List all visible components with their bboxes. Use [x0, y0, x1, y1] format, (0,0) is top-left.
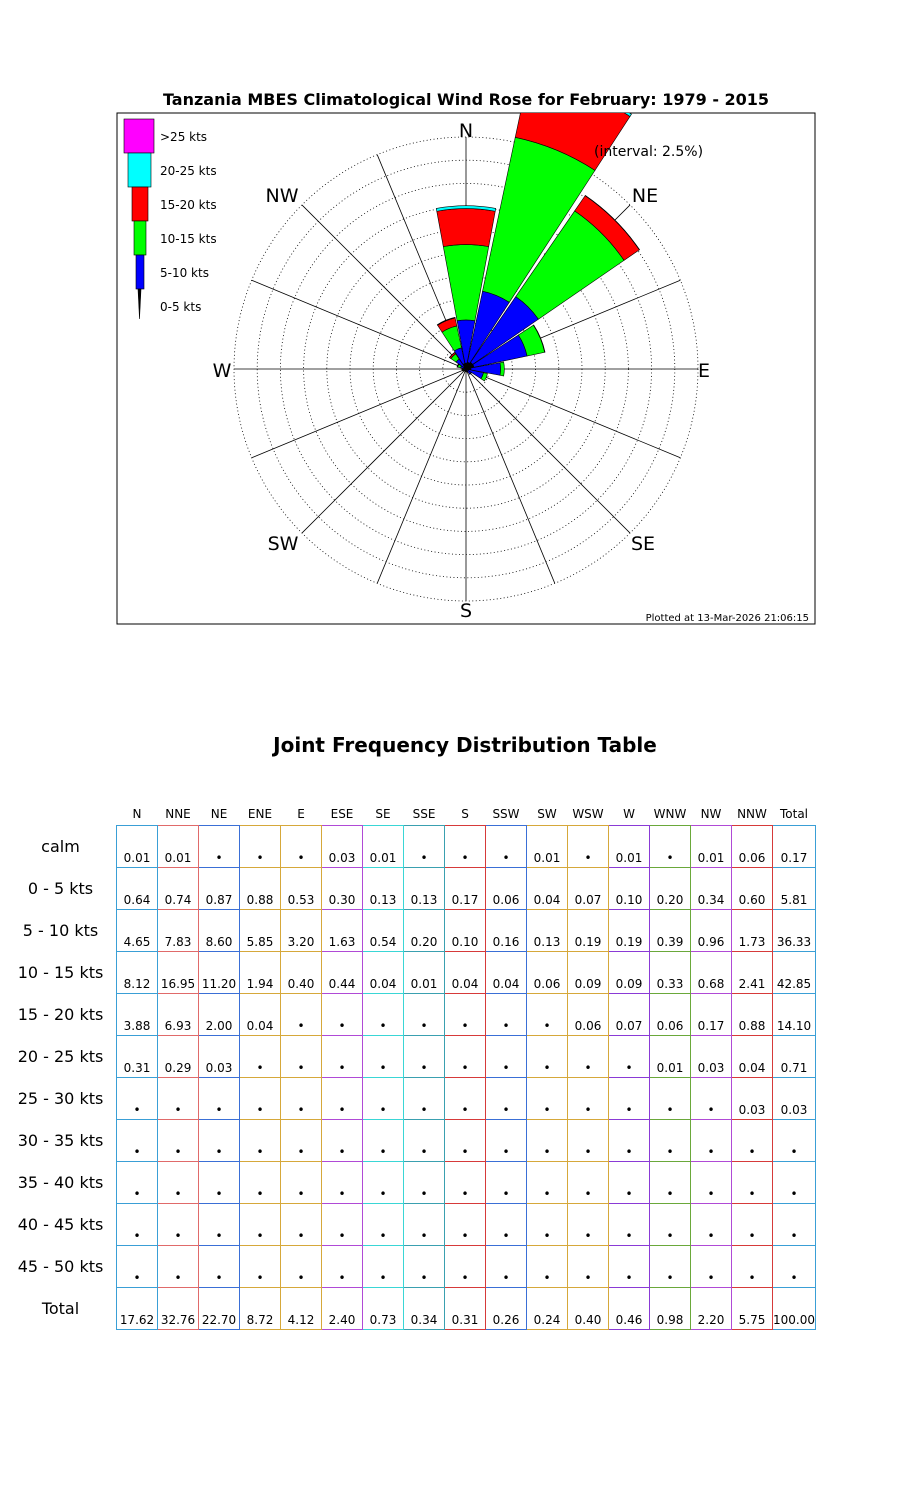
table-cell: •: [281, 1162, 322, 1204]
table-cell: •: [691, 1078, 732, 1120]
table-cell: •: [199, 1246, 240, 1288]
table-cell: •: [445, 994, 486, 1036]
table-cell: •: [281, 1246, 322, 1288]
table-cell: •: [486, 1162, 527, 1204]
column-header-wnw: WNW: [653, 807, 687, 821]
table-cell: •: [650, 1078, 691, 1120]
table-cell: 0.17: [691, 994, 732, 1036]
table-cell: •: [322, 1204, 363, 1246]
petal-sw-10-15-kts: [464, 370, 465, 371]
table-cell: •: [199, 826, 240, 868]
table-cell: 0.01: [527, 826, 568, 868]
row-label: 40 - 45 kts: [17, 1215, 104, 1234]
table-cell: 1.73: [732, 910, 773, 952]
table-cell: 4.12: [281, 1288, 322, 1330]
table-header-row: [5, 803, 816, 826]
column-header-wsw: WSW: [572, 807, 604, 821]
table-cell: 5.75: [732, 1288, 773, 1330]
table-cell: 2.00: [199, 994, 240, 1036]
table-cell: •: [199, 1204, 240, 1246]
column-header-se: SE: [375, 807, 391, 821]
table-cell: •: [486, 994, 527, 1036]
wind-petals: [436, 72, 639, 381]
table-cell: •: [773, 1204, 816, 1246]
table-cell: 0.74: [158, 868, 199, 910]
table-cell: 0.40: [568, 1288, 609, 1330]
table-cell: 0.17: [773, 826, 816, 868]
row-label: 20 - 25 kts: [17, 1047, 104, 1066]
table-cell: •: [527, 1120, 568, 1162]
table-cell: 4.65: [117, 910, 158, 952]
table-cell: 0.26: [486, 1288, 527, 1330]
table-cell: 0.03: [199, 1036, 240, 1078]
table-cell: •: [732, 1120, 773, 1162]
table-cell: •: [486, 1246, 527, 1288]
chart-title: Tanzania MBES Climatological Wind Rose for February: 1979 - 2015: [162, 90, 770, 109]
table-cell: •: [568, 1204, 609, 1246]
column-header-e: E: [297, 807, 305, 821]
table-cell: 0.71: [773, 1036, 816, 1078]
table-cell: •: [527, 1036, 568, 1078]
table-cell: 2.40: [322, 1288, 363, 1330]
table-cell: •: [609, 1120, 650, 1162]
column-header-nw: NW: [700, 807, 722, 821]
table-cell: 0.30: [322, 868, 363, 910]
grid-spoke: [252, 369, 466, 458]
grid-spoke: [466, 369, 680, 458]
table-cell: 0.01: [363, 826, 404, 868]
table-cell: •: [158, 1246, 199, 1288]
table-cell: •: [158, 1204, 199, 1246]
table-cell: 8.72: [240, 1288, 281, 1330]
table-cell: 0.73: [363, 1288, 404, 1330]
table-cell: •: [363, 994, 404, 1036]
table-cell: 0.68: [691, 952, 732, 994]
table-cell: •: [240, 1078, 281, 1120]
table-cell: •: [527, 1204, 568, 1246]
table-cell: 0.16: [486, 910, 527, 952]
table-cell: 22.70: [199, 1288, 240, 1330]
table-cell: 5.81: [773, 868, 816, 910]
grid-spoke: [466, 369, 630, 533]
table-cell: •: [609, 1204, 650, 1246]
table-cell: •: [117, 1162, 158, 1204]
table-cell: •: [117, 1204, 158, 1246]
table-cell: 0.53: [281, 868, 322, 910]
table-cell: •: [445, 1120, 486, 1162]
table-cell: •: [445, 1036, 486, 1078]
table-cell: •: [650, 1204, 691, 1246]
table-cell: 0.04: [486, 952, 527, 994]
table-cell: •: [199, 1162, 240, 1204]
table-row: [5, 1120, 816, 1162]
plotted-at-label: Plotted at 13-Mar-2026 21:06:15: [645, 613, 809, 624]
table-cell: 0.13: [404, 868, 445, 910]
table-cell: •: [404, 994, 445, 1036]
legend-swatch: [136, 255, 144, 289]
table-cell: 36.33: [773, 910, 816, 952]
table-cell: •: [322, 1120, 363, 1162]
table-cell: •: [650, 826, 691, 868]
table-cell: •: [568, 826, 609, 868]
table-cell: 11.20: [199, 952, 240, 994]
column-header-total: Total: [779, 807, 809, 821]
table-cell: •: [404, 1246, 445, 1288]
table-cell: 0.03: [322, 826, 363, 868]
table-cell: 0.09: [609, 952, 650, 994]
table-cell: 0.34: [404, 1288, 445, 1330]
compass-label-ne: NE: [631, 185, 659, 207]
legend-swatch: [134, 221, 146, 255]
table-cell: •: [404, 1204, 445, 1246]
table-cell: 0.31: [117, 1036, 158, 1078]
table-cell: •: [609, 1078, 650, 1120]
table-cell: 0.20: [404, 910, 445, 952]
compass-label-nw: NW: [265, 185, 299, 207]
table-row: [5, 994, 816, 1036]
row-label: 45 - 50 kts: [17, 1257, 104, 1276]
table-cell: 0.01: [117, 826, 158, 868]
legend-label: 20-25 kts: [160, 164, 217, 178]
table-cell: •: [445, 1078, 486, 1120]
compass-label-n: N: [458, 120, 474, 142]
table-cell: 42.85: [773, 952, 816, 994]
table-cell: 0.10: [609, 868, 650, 910]
column-header-sw: SW: [537, 807, 557, 821]
table-cell: 0.17: [445, 868, 486, 910]
table-cell: 8.60: [199, 910, 240, 952]
table-cell: •: [322, 1078, 363, 1120]
table-cell: 0.06: [527, 952, 568, 994]
petal-e-10-15-kts: [500, 362, 504, 376]
row-label: 10 - 15 kts: [17, 963, 104, 982]
column-header-ssw: SSW: [492, 807, 520, 821]
table-cell: 0.13: [363, 868, 404, 910]
table-cell: 0.96: [691, 910, 732, 952]
table-cell: •: [240, 826, 281, 868]
table-cell: •: [773, 1120, 816, 1162]
table-cell: 32.76: [158, 1288, 199, 1330]
row-label: 35 - 40 kts: [17, 1173, 104, 1192]
table-cell: 16.95: [158, 952, 199, 994]
table-cell: •: [609, 1162, 650, 1204]
table-cell: 0.33: [650, 952, 691, 994]
table-cell: •: [404, 1162, 445, 1204]
joint-frequency-table: [5, 803, 816, 1330]
table-cell: •: [486, 826, 527, 868]
table-cell: •: [240, 1120, 281, 1162]
table-cell: •: [650, 1120, 691, 1162]
table-cell: •: [199, 1120, 240, 1162]
petal-w-15-20-kts: [462, 368, 463, 370]
column-header-n: N: [132, 807, 142, 821]
table-cell: 0.04: [527, 868, 568, 910]
table-cell: •: [363, 1246, 404, 1288]
legend: [124, 119, 217, 319]
grid-spoke: [252, 280, 466, 369]
table-cell: •: [486, 1036, 527, 1078]
table-row: [5, 868, 816, 910]
table-cell: 0.46: [609, 1288, 650, 1330]
table-cell: 1.94: [240, 952, 281, 994]
table-cell: 0.39: [650, 910, 691, 952]
table-cell: 7.83: [158, 910, 199, 952]
legend-label: 0-5 kts: [160, 300, 202, 314]
table-cell: •: [773, 1246, 816, 1288]
table-cell: •: [117, 1246, 158, 1288]
table-cell: •: [117, 1078, 158, 1120]
table-cell: 0.44: [322, 952, 363, 994]
column-header-nnw: NNW: [737, 807, 767, 821]
table-cell: •: [773, 1162, 816, 1204]
column-header-nne: NNE: [165, 807, 191, 821]
table-cell: •: [404, 1036, 445, 1078]
table-cell: •: [527, 1162, 568, 1204]
table-cell: •: [158, 1120, 199, 1162]
legend-label: >25 kts: [160, 130, 208, 144]
table-cell: 3.88: [117, 994, 158, 1036]
table-cell: 0.01: [691, 826, 732, 868]
table-cell: 0.87: [199, 868, 240, 910]
compass-label-s: S: [459, 600, 473, 622]
table-cell: •: [650, 1246, 691, 1288]
table-cell: 0.88: [240, 868, 281, 910]
column-header-ese: ESE: [330, 807, 354, 821]
table-cell: 8.12: [117, 952, 158, 994]
table-cell: •: [322, 1246, 363, 1288]
table-row: [5, 1078, 816, 1120]
row-label: 25 - 30 kts: [17, 1089, 104, 1108]
table-cell: 0.98: [650, 1288, 691, 1330]
column-header-w: W: [623, 807, 635, 821]
table-cell: 0.01: [609, 826, 650, 868]
table-cell: 0.29: [158, 1036, 199, 1078]
table-cell: 0.34: [691, 868, 732, 910]
legend-label: 5-10 kts: [160, 266, 209, 280]
table-row: [5, 1204, 816, 1246]
legend-swatch: [132, 187, 148, 221]
table-cell: •: [527, 1246, 568, 1288]
grid-spoke: [466, 369, 555, 583]
compass-label-sw: SW: [267, 533, 299, 555]
table-cell: •: [609, 1036, 650, 1078]
table-cell: 0.24: [527, 1288, 568, 1330]
table-cell: •: [568, 1120, 609, 1162]
table-cell: •: [445, 826, 486, 868]
table-cell: 0.04: [240, 994, 281, 1036]
table-cell: 0.40: [281, 952, 322, 994]
table-row: [5, 1162, 816, 1204]
table-cell: •: [445, 1246, 486, 1288]
table-cell: 0.06: [568, 994, 609, 1036]
table-cell: •: [650, 1162, 691, 1204]
table-cell: •: [404, 1120, 445, 1162]
table-cell: 0.64: [117, 868, 158, 910]
table-cell: •: [445, 1162, 486, 1204]
table-cell: •: [568, 1246, 609, 1288]
table-cell: •: [363, 1162, 404, 1204]
table-cell: 0.01: [158, 826, 199, 868]
row-label: 5 - 10 kts: [22, 921, 99, 940]
petal-n-15-20-kts: [437, 209, 495, 247]
legend-label: 15-20 kts: [160, 198, 217, 212]
table-cell: •: [322, 994, 363, 1036]
table-cell: •: [281, 826, 322, 868]
table-cell: 0.06: [732, 826, 773, 868]
interval-label: (interval: 2.5%): [594, 144, 704, 160]
row-label: 30 - 35 kts: [17, 1131, 104, 1150]
table-cell: •: [404, 826, 445, 868]
table-cell: •: [691, 1162, 732, 1204]
table-cell: 0.03: [732, 1078, 773, 1120]
table-cell: 0.01: [650, 1036, 691, 1078]
table-cell: •: [363, 1204, 404, 1246]
compass-label-e: E: [697, 360, 711, 382]
table-cell: 100.00: [773, 1288, 816, 1330]
table-cell: •: [609, 1246, 650, 1288]
table-cell: •: [363, 1120, 404, 1162]
row-label: Total: [41, 1299, 80, 1318]
table-cell: 0.20: [650, 868, 691, 910]
grid-spoke: [302, 369, 466, 533]
table-cell: 0.54: [363, 910, 404, 952]
table-cell: •: [240, 1204, 281, 1246]
table-cell: 0.07: [568, 868, 609, 910]
column-header-ne: NE: [210, 807, 228, 821]
legend-label: 10-15 kts: [160, 232, 217, 246]
table-cell: 0.04: [363, 952, 404, 994]
table-cell: •: [363, 1036, 404, 1078]
table-cell: •: [568, 1078, 609, 1120]
table-cell: •: [117, 1120, 158, 1162]
table-cell: •: [199, 1078, 240, 1120]
legend-swatch: [138, 289, 141, 319]
table-title: Joint Frequency Distribution Table: [273, 733, 657, 757]
legend-swatch: [128, 153, 151, 187]
table-cell: 14.10: [773, 994, 816, 1036]
table-cell: •: [158, 1162, 199, 1204]
table-cell: •: [732, 1162, 773, 1204]
column-header-sse: SSE: [412, 807, 436, 821]
table-cell: •: [691, 1246, 732, 1288]
table-cell: •: [732, 1204, 773, 1246]
table-cell: 3.20: [281, 910, 322, 952]
table-cell: •: [486, 1204, 527, 1246]
table-cell: 0.04: [732, 1036, 773, 1078]
table-cell: 0.04: [445, 952, 486, 994]
table-cell: •: [568, 1036, 609, 1078]
table-cell: •: [281, 1036, 322, 1078]
grid-spoke: [377, 369, 466, 583]
table-cell: 1.63: [322, 910, 363, 952]
column-header-ene: ENE: [247, 807, 273, 821]
table-cell: •: [281, 994, 322, 1036]
table-cell: 0.09: [568, 952, 609, 994]
table-cell: 0.31: [445, 1288, 486, 1330]
table-cell: •: [691, 1204, 732, 1246]
table-cell: •: [281, 1120, 322, 1162]
row-label: 0 - 5 kts: [27, 879, 94, 898]
table-cell: 0.13: [527, 910, 568, 952]
table-corner: [5, 803, 117, 826]
table-cell: 2.20: [691, 1288, 732, 1330]
table-cell: •: [691, 1120, 732, 1162]
table-cell: 0.03: [691, 1036, 732, 1078]
legend-swatch: [124, 119, 154, 153]
table-cell: •: [322, 1162, 363, 1204]
table-row: [5, 1246, 816, 1288]
table-row: [5, 952, 816, 994]
table-cell: 0.07: [609, 994, 650, 1036]
compass-label-se: SE: [630, 533, 656, 555]
table-cell: •: [281, 1204, 322, 1246]
table-row: [5, 1036, 816, 1078]
table-cell: 0.19: [609, 910, 650, 952]
table-cell: 0.10: [445, 910, 486, 952]
table-cell: •: [240, 1162, 281, 1204]
table-cell: 0.88: [732, 994, 773, 1036]
table-cell: •: [240, 1036, 281, 1078]
table-cell: •: [732, 1246, 773, 1288]
column-header-s: S: [461, 807, 469, 821]
table-cell: •: [158, 1078, 199, 1120]
table-cell: 0.03: [773, 1078, 816, 1120]
table-cell: •: [486, 1078, 527, 1120]
table-cell: •: [445, 1204, 486, 1246]
table-cell: 2.41: [732, 952, 773, 994]
row-label: calm: [41, 837, 80, 856]
table-cell: 5.85: [240, 910, 281, 952]
table-cell: •: [363, 1078, 404, 1120]
table-cell: •: [486, 1120, 527, 1162]
table-cell: 0.19: [568, 910, 609, 952]
table-row: [5, 910, 816, 952]
table-cell: •: [322, 1036, 363, 1078]
table-row: [5, 826, 816, 868]
table-cell: 0.06: [650, 994, 691, 1036]
compass-label-w: W: [212, 360, 232, 382]
table-cell: •: [568, 1162, 609, 1204]
table-row: [5, 1288, 816, 1330]
table-cell: 0.01: [404, 952, 445, 994]
row-label: 15 - 20 kts: [17, 1005, 104, 1024]
table-cell: 17.62: [117, 1288, 158, 1330]
table-cell: •: [527, 1078, 568, 1120]
table-cell: 0.60: [732, 868, 773, 910]
table-cell: 0.06: [486, 868, 527, 910]
table-cell: 6.93: [158, 994, 199, 1036]
table-cell: •: [281, 1078, 322, 1120]
table-cell: •: [240, 1246, 281, 1288]
table-cell: •: [527, 994, 568, 1036]
wind-rose-chart: [0, 0, 900, 700]
table-cell: •: [404, 1078, 445, 1120]
